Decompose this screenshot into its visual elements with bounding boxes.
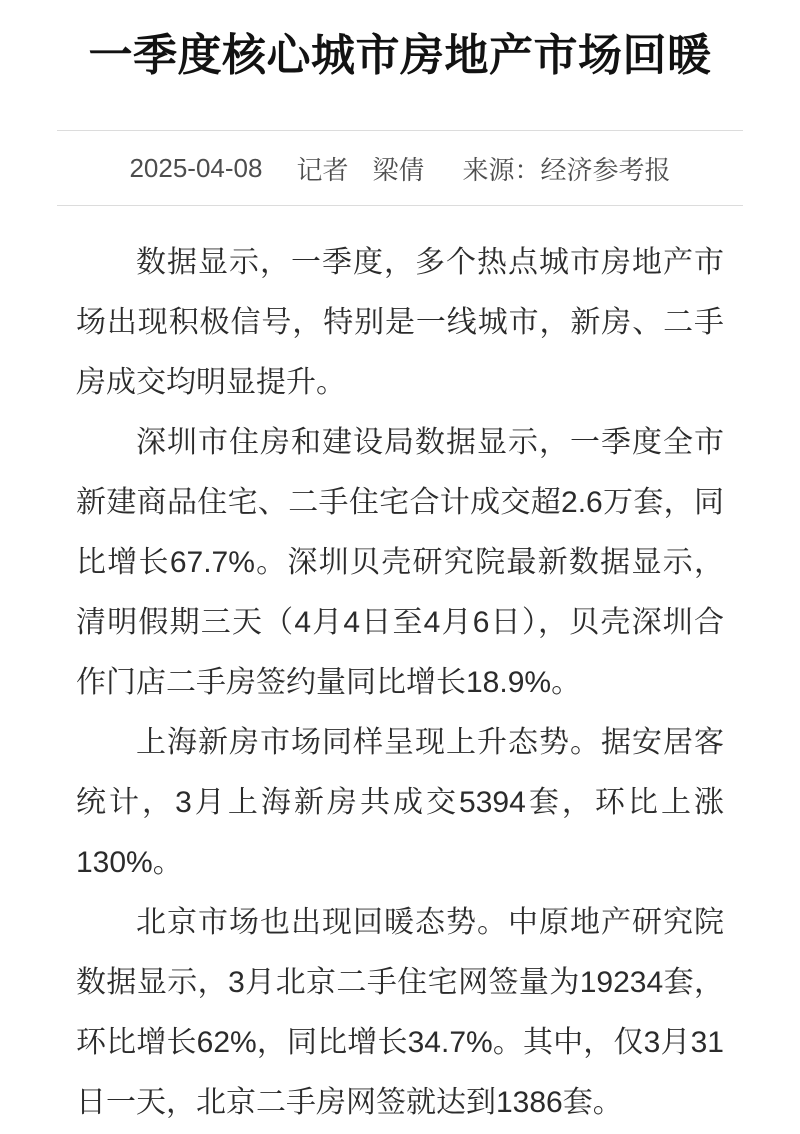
article-title: 一季度核心城市房地产市场回暖 [88,31,712,80]
source-label: 来源： [462,154,541,185]
reporter-label: 记者 [296,154,349,185]
article-body [76,233,724,1133]
publish-date: 2025-04-08 [129,152,263,183]
paragraph-shenzhen: 深圳市住房和建设局数据显示，一季度全市新建商品住宅、二手住宅合计成交超2.6万套，同比增长67.7%。深圳贝壳研究院最新数据显示，清明假期三天（4月4日至4月6日），贝壳深圳合作门店二手房签约量同比增长18.9%。 [76,426,724,699]
source-name: 经济参考报 [540,154,671,185]
reporter-name: 梁倩 [372,154,425,185]
article-meta [57,131,743,205]
paragraph-shanghai: 上海新房市场同样呈现上升态势。据安居客统计，3月上海新房共成交5394套，环比上涨130%。 [76,726,724,879]
paragraph-overview: 数据显示，一季度，多个热点城市房地产市场出现积极信号，特别是一线城市，新房、二手房成交均明显提升。 [76,246,724,399]
meta-divider-bottom [57,205,743,206]
paragraph-beijing: 北京市场也出现回暖态势。中原地产研究院数据显示，3月北京二手住宅网签量为19234套，环比增长62%，同比增长34.7%。其中，仅3月31日一天，北京二手房网签就达到1386套。 [76,906,724,1119]
